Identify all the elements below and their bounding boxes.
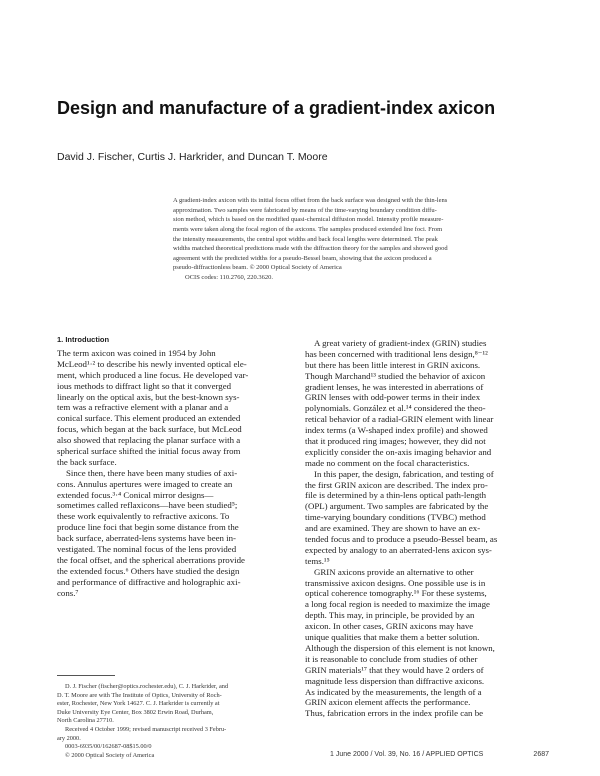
body-line: Since then, there have been many studies of axi- xyxy=(66,467,238,478)
abstract-line: the intensity measurements, the central spot widths and back focal lengths were determined. The peak xyxy=(173,235,438,243)
body-line: has been concerned with traditional lens design,⁸⁻¹² xyxy=(305,348,488,359)
body-line: cons. Annulus apertures were imaged to create an xyxy=(57,478,233,489)
body-line: made no comment on the focal characteristics. xyxy=(305,457,470,468)
body-line: GRIN axicon element affects the performance. xyxy=(305,697,471,708)
body-line: unique qualities that make them a better solution. xyxy=(305,632,480,643)
footnote-line: © 2000 Optical Society of America xyxy=(65,751,155,759)
body-line: spherical surface shifted the initial focus away from xyxy=(57,446,241,457)
left-column xyxy=(57,334,299,598)
body-line: As indicated by the measurements, the length of a xyxy=(305,686,482,697)
abstract-line: ments were taken along the focal region of the axicons. The samples produced extended line foci. From xyxy=(173,225,443,233)
ocis-codes: OCIS codes: 110.2760, 220.3620. xyxy=(185,274,274,282)
body-line: gradient lenses, he was interested in aberrations of xyxy=(305,381,484,392)
body-line: GRIN lenses with odd-power terms in their index xyxy=(305,392,481,403)
body-line: cons.⁷ xyxy=(57,587,79,598)
body-line: also showed that replacing the planar surface with a xyxy=(57,435,241,446)
footnote-rule xyxy=(57,675,115,676)
body-line: tended focus and to produce a pseudo-Bessel beam, as xyxy=(305,534,498,545)
journal-citation: 1 June 2000 / Vol. 39, No. 16 / APPLIED OPTICS xyxy=(330,751,484,758)
body-line: axicon. In other cases, GRIN axicons may have xyxy=(305,621,474,632)
body-line: a long focal region is needed to maximize the image xyxy=(305,599,490,610)
abstract-line: A gradient-index axicon with its initial focus offset from the back surface was designed with the thin-lens xyxy=(173,197,448,204)
footnote-line: D. J. Fischer (fischer@optics.rochester.edu), C. J. Harkrider, and xyxy=(65,683,229,690)
body-line: ious methods to diffract light so that it converged xyxy=(57,380,232,391)
footnote-line: D. T. Moore are with The Institute of Optics, University of Roch- xyxy=(57,691,222,699)
body-line: the first GRIN axicon are described. The index pro- xyxy=(305,479,488,490)
footnote-line: North Carolina 27710. xyxy=(57,717,114,725)
body-line: polynomials. González et al.¹⁴ considered the theo- xyxy=(305,403,486,414)
body-line: The term axicon was coined in 1954 by John xyxy=(57,348,216,358)
page-number: 2687 xyxy=(533,751,549,758)
body-line: Although the dispersion of this element is not known, xyxy=(305,642,495,653)
body-line: that it produced ring images; however, they did not xyxy=(305,436,486,447)
right-column xyxy=(305,338,549,719)
body-line: expected by analogy to an aberrated-lens axicon sys- xyxy=(305,544,492,555)
section-heading: 1. Introduction xyxy=(57,335,110,344)
body-line: (OPL) argument. Two samples are fabricated by the xyxy=(305,501,489,512)
body-line: magnitude less dispersion than diffractive axicons. xyxy=(305,675,485,686)
body-line: produce line foci that begin some distance from the xyxy=(57,522,239,533)
body-line: vestigated. The nominal focus of the lens provided xyxy=(57,544,237,555)
body-line: time-varying boundary conditions (TVBC) method xyxy=(305,512,486,523)
body-line: these work equivalently to refractive axicons. To xyxy=(57,511,230,522)
abstract-line: widths matched theoretical predictions made with the diffraction theory for the samples and showed good xyxy=(173,245,448,253)
body-line: A great variety of gradient-index (GRIN) studies xyxy=(314,338,487,348)
abstract-line: sion method, which is based on the modified quasi-chemical diffusion model. Intensity profile measure- xyxy=(173,216,444,224)
body-line: optical coherence tomography.¹⁶ For these systems, xyxy=(305,588,487,599)
body-line: and are examined. They are shown to have an ex- xyxy=(305,523,481,534)
footnote-line: 0003-6935/00/162687-08$15.00/0 xyxy=(65,743,152,751)
body-line: Thus, fabrication errors in the index profile can be xyxy=(305,708,484,719)
body-line: but there has been little interest in GRIN axicons. xyxy=(305,359,481,370)
body-line: depth. This may, in principle, be provided by an xyxy=(305,610,475,621)
abstract xyxy=(173,196,549,283)
body-line: GRIN axicons provide an alternative to other xyxy=(314,566,474,577)
abstract-line: pseudo-diffractionless beam. © 2000 Optical Society of America xyxy=(173,264,342,272)
body-line: linearly on the optical axis, but the best-known sys- xyxy=(57,391,240,402)
abstract-line: agreement with the predicted widths for a pseudo-Bessel beam, showing that the axicon produced a xyxy=(173,254,432,262)
body-line: tem was a refractive element with a planar and a xyxy=(57,402,229,413)
footnote-line: Duke University Eye Center, Box 3802 Erwin Road, Durham, xyxy=(57,708,214,716)
body-line: the extended focus.⁶ Others have studied the design xyxy=(57,565,240,576)
body-line: the focal offset, and the spherical aberrations provide xyxy=(57,554,245,565)
body-line: the back surface. xyxy=(57,456,117,467)
body-line: it is reasonable to conclude from studies of other xyxy=(305,653,478,664)
page-footer xyxy=(330,751,549,758)
footnote-line: ester, Rochester, New York 14627. C. J. Harkrider is currently at xyxy=(57,700,220,708)
body-line: sometimes called reflaxicons—have been studied⁵; xyxy=(57,500,238,511)
body-line: retical behavior of a radial-GRIN element with linear xyxy=(305,414,494,425)
body-line: index terms (a W-shaped index profile) and showed xyxy=(305,425,488,436)
body-line: file is determined by a thin-lens optical path-length xyxy=(305,490,486,501)
body-line: tems.¹⁵ xyxy=(305,555,330,566)
body-line: transmissive axicon designs. One possible use is in xyxy=(305,577,486,588)
footnote-line: Received 4 October 1999; revised manuscript received 3 Febru- xyxy=(65,725,227,733)
paper-title: Design and manufacture of a gradient-index axicon xyxy=(57,98,496,118)
body-line: ment, which produced a line focus. He developed var- xyxy=(57,369,249,380)
body-line: focus, which began at the back surface, but McLeod xyxy=(57,424,242,435)
body-line: GRIN materials¹⁷ that they would have 2 orders of xyxy=(305,664,484,675)
paper-authors: David J. Fischer, Curtis J. Harkrider, and Duncan T. Moore xyxy=(57,151,328,163)
body-line: In this paper, the design, fabrication, and testing of xyxy=(314,468,494,479)
body-line: explicitly consider the on-axis imaging behavior and xyxy=(305,446,492,457)
footnote-line: ary 2000. xyxy=(57,734,81,742)
footnotes xyxy=(57,683,299,760)
body-line: McLeod¹·² to describe his newly invented optical ele- xyxy=(57,358,247,369)
body-line: and performance of diffractive and holographic axi- xyxy=(57,576,241,587)
body-line: conical surface. This element produced an extended xyxy=(57,413,241,424)
body-line: extended focus.³·⁴ Conical mirror designs— xyxy=(57,489,214,500)
body-line: Though Marchand¹³ studied the behavior of axicon xyxy=(305,370,486,381)
abstract-line: approximation. Two samples were fabricated by means of the time-varying boundary condition diffu- xyxy=(173,206,437,214)
body-line: back surface, aberrated-lens systems have been in- xyxy=(57,533,237,544)
